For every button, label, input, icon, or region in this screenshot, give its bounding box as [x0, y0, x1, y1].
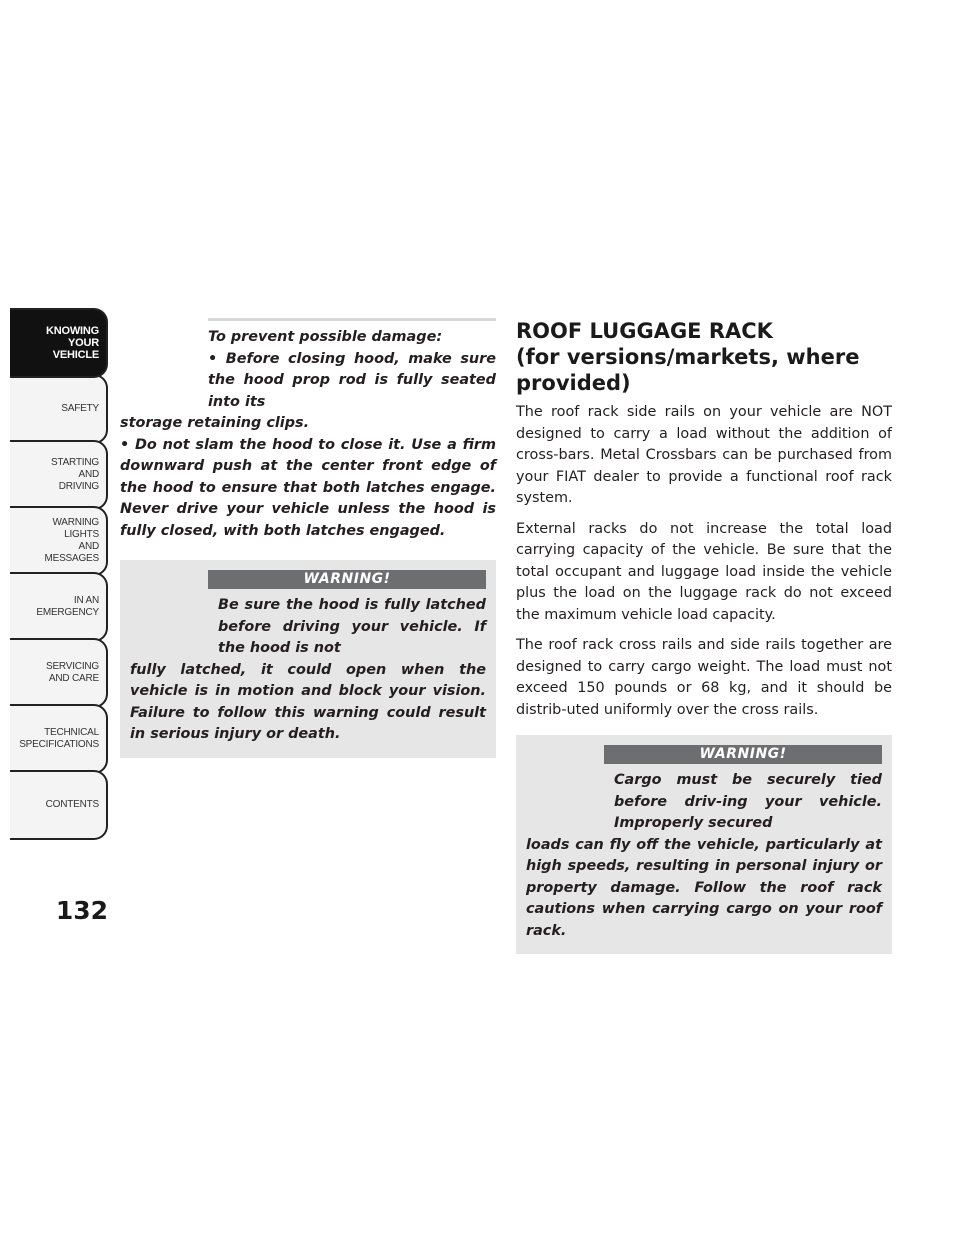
hood-warning-box: [120, 560, 496, 758]
paragraph: External racks do not increase the total load carrying capacity of the vehicle. Be sure that the total occupant and luggage load inside the vehicle plus the load on the luggage rack do not exceed the maximum vehicle load capacity.: [516, 520, 892, 623]
page-number: 132: [55, 896, 108, 925]
warning-text-rest: fully latched, it could open when the vehicle is in motion and block your vision. Failure to follow this warning could result in serious injury or death.: [130, 661, 486, 742]
warning-text: [130, 595, 486, 746]
section-tabs: [10, 308, 108, 836]
tab-label: CONTENTS: [45, 799, 99, 810]
section-heading: [516, 318, 892, 396]
tab-label: YOUR: [68, 337, 99, 349]
tab-label: IN AN: [73, 595, 99, 606]
tab-label: AND CARE: [48, 673, 99, 684]
caution-bullet-2: • Do not slam the hood to close it. Use a firm downward push at the center front edge of the hood to ensure that both latches engage. Never drive your vehicle unless the hood is fully closed, with both latches engaged.: [120, 436, 496, 539]
tab-label: SERVICING: [45, 661, 99, 672]
tab-label: WARNING: [52, 517, 99, 528]
tab-label: AND: [78, 541, 99, 552]
heading-line-2: (for versions/markets, where provided): [516, 345, 860, 395]
tab-label: TECHNICAL: [44, 727, 99, 738]
tab-label: SPECIFICATIONS: [19, 739, 99, 750]
section-body: [516, 402, 892, 721]
caution-title: To prevent possible damage:: [208, 329, 443, 345]
heading-line-1: ROOF LUGGAGE RACK: [516, 319, 773, 343]
tab-knowing-your-vehicle[interactable]: [10, 308, 108, 378]
left-column: [120, 318, 496, 758]
caution-bullet-1-continued: storage retaining clips.: [120, 415, 310, 431]
paragraph: The roof rack side rails on your vehicle are NOT designed to carry a load without the addition of cross-bars. Metal Crossbars can be purchased from your FIAT dealer to provide a functional roof rack system.: [516, 404, 892, 506]
tab-label: EMERGENCY: [36, 607, 99, 618]
tab-in-an-emergency[interactable]: [10, 572, 108, 642]
tab-label: LIGHTS: [64, 529, 99, 540]
tab-label: STARTING: [50, 457, 99, 468]
tab-label: KNOWING: [46, 325, 99, 337]
tab-label: VEHICLE: [52, 349, 99, 361]
warning-text-rest: loads can fly off the vehicle, particularly at high speeds, resulting in personal injury or property damage. Follow the roof rack cautions when carrying cargo on your roof rack.: [526, 836, 882, 939]
warning-text-first: Be sure the hood is fully latched before driving your vehicle. If the hood is not: [218, 597, 486, 656]
paragraph: The roof rack cross rails and side rails together are designed to carry cargo weight. The load must not exceed 150 pounds or 68 kg, and it should be distrib-uted uniformly over the cross rails.: [516, 637, 892, 718]
warning-label: WARNING!: [208, 570, 486, 589]
tab-label: DRIVING: [58, 481, 99, 492]
tab-label: SAFETY: [61, 403, 99, 414]
tab-starting-and-driving[interactable]: [10, 440, 108, 510]
caution-divider: [208, 318, 496, 321]
tab-label: MESSAGES: [44, 553, 99, 564]
tab-label: AND: [78, 469, 99, 480]
tab-technical-specifications[interactable]: [10, 704, 108, 774]
warning-text-first: Cargo must be securely tied before driv-ing your vehicle. Improperly secured: [614, 772, 882, 831]
right-column: [516, 318, 892, 954]
tab-warning-lights-and-messages[interactable]: [10, 506, 108, 576]
tab-contents[interactable]: [10, 770, 108, 840]
caution-block: [120, 327, 496, 542]
tab-servicing-and-care[interactable]: [10, 638, 108, 708]
cargo-warning-box: [516, 735, 892, 954]
tab-safety[interactable]: [10, 374, 108, 444]
warning-text: [526, 770, 882, 942]
caution-bullet-1: • Before closing hood, make sure the hood prop rod is fully seated into its: [208, 350, 496, 410]
warning-label: WARNING!: [604, 745, 882, 764]
